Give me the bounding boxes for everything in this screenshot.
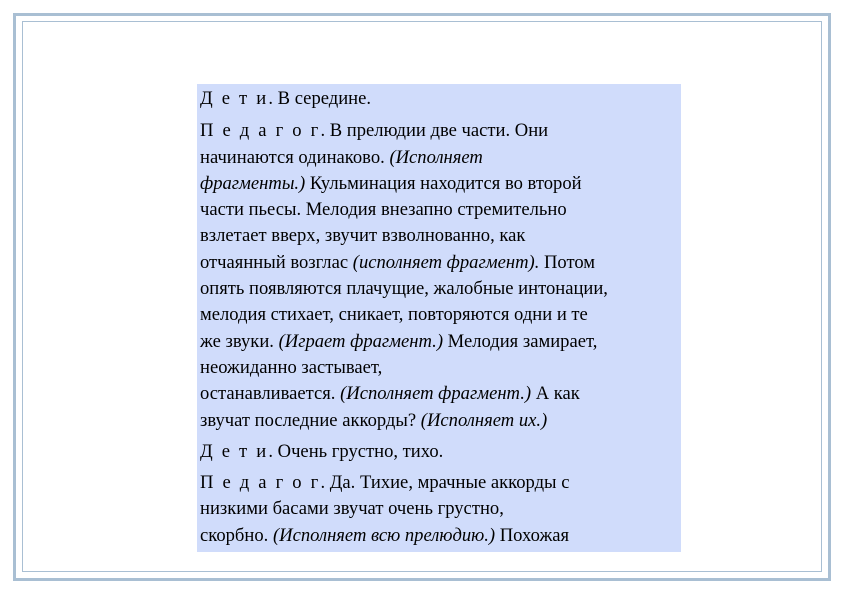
text-line bbox=[200, 86, 681, 112]
dialogue-text-box bbox=[197, 84, 681, 552]
stage-direction: (Исполняет всю прелюдию.) bbox=[272, 524, 496, 546]
text-line bbox=[200, 276, 681, 302]
line-text: мелодия стихает, сникает, повторяются одни и те bbox=[200, 304, 588, 326]
text-line bbox=[200, 118, 681, 144]
dialogue-paragraph bbox=[200, 86, 681, 112]
text-line bbox=[200, 302, 681, 328]
dialogue-paragraph bbox=[200, 118, 681, 434]
line-text: Кульминация находится во второй bbox=[305, 172, 582, 194]
line-text: звучат последние аккорды? bbox=[200, 409, 421, 431]
speaker-name: Д е т и bbox=[200, 88, 269, 109]
text-line bbox=[200, 496, 681, 522]
line-text: . В прелюдии две части. Они bbox=[320, 120, 549, 142]
stage-direction: (Играет фрагмент.) bbox=[278, 330, 444, 352]
text-line bbox=[200, 171, 681, 197]
stage-direction: (исполняет фрагмент). bbox=[352, 251, 540, 273]
stage-direction: (Исполняет фрагмент.) bbox=[340, 383, 532, 405]
speaker-name: П е д а г о г bbox=[200, 472, 321, 494]
line-text: А как bbox=[531, 383, 580, 405]
line-text: . Очень грустно, тихо. bbox=[268, 440, 444, 462]
line-text: Похожая bbox=[495, 524, 570, 546]
text-line bbox=[200, 381, 681, 407]
stage-direction: (Исполняет их.) bbox=[420, 409, 548, 431]
line-text: взлетает вверх, звучит взволнованно, как bbox=[200, 225, 526, 247]
text-line bbox=[200, 408, 681, 434]
text-line bbox=[200, 250, 681, 276]
text-line bbox=[200, 470, 681, 496]
line-text: останавливается. bbox=[200, 383, 341, 405]
line-text: Мелодия замирает, bbox=[443, 330, 598, 352]
line-text: части пьесы. Мелодия внезапно стремительно bbox=[200, 199, 567, 221]
text-line bbox=[200, 355, 681, 381]
line-text: неожиданно застывает, bbox=[200, 356, 383, 378]
line-text: . Да. Тихие, мрачные аккорды с bbox=[320, 472, 570, 494]
line-text: же звуки. bbox=[200, 330, 279, 352]
speaker-name: П е д а г о г bbox=[200, 120, 321, 142]
line-text: опять появляются плачущие, жалобные интонации, bbox=[200, 278, 608, 300]
text-line bbox=[200, 329, 681, 355]
text-line bbox=[200, 197, 681, 223]
line-text: скорбно. bbox=[200, 524, 273, 546]
line-text: . В середине. bbox=[268, 88, 372, 109]
dialogue-paragraph bbox=[200, 439, 681, 465]
text-line bbox=[200, 439, 681, 465]
line-text: Потом bbox=[539, 251, 596, 273]
line-text: низкими басами звучат очень грустно, bbox=[200, 498, 504, 520]
text-line bbox=[200, 145, 681, 171]
text-line bbox=[200, 223, 681, 249]
stage-direction: фрагменты.) bbox=[200, 172, 306, 194]
line-text: отчаянный возглас bbox=[200, 251, 353, 273]
stage-direction: (Исполняет bbox=[389, 146, 483, 168]
line-text: начинаются одинаково. bbox=[200, 146, 390, 168]
dialogue-paragraph bbox=[200, 470, 681, 549]
speaker-name: Д е т и bbox=[200, 440, 269, 462]
text-line bbox=[200, 523, 681, 549]
